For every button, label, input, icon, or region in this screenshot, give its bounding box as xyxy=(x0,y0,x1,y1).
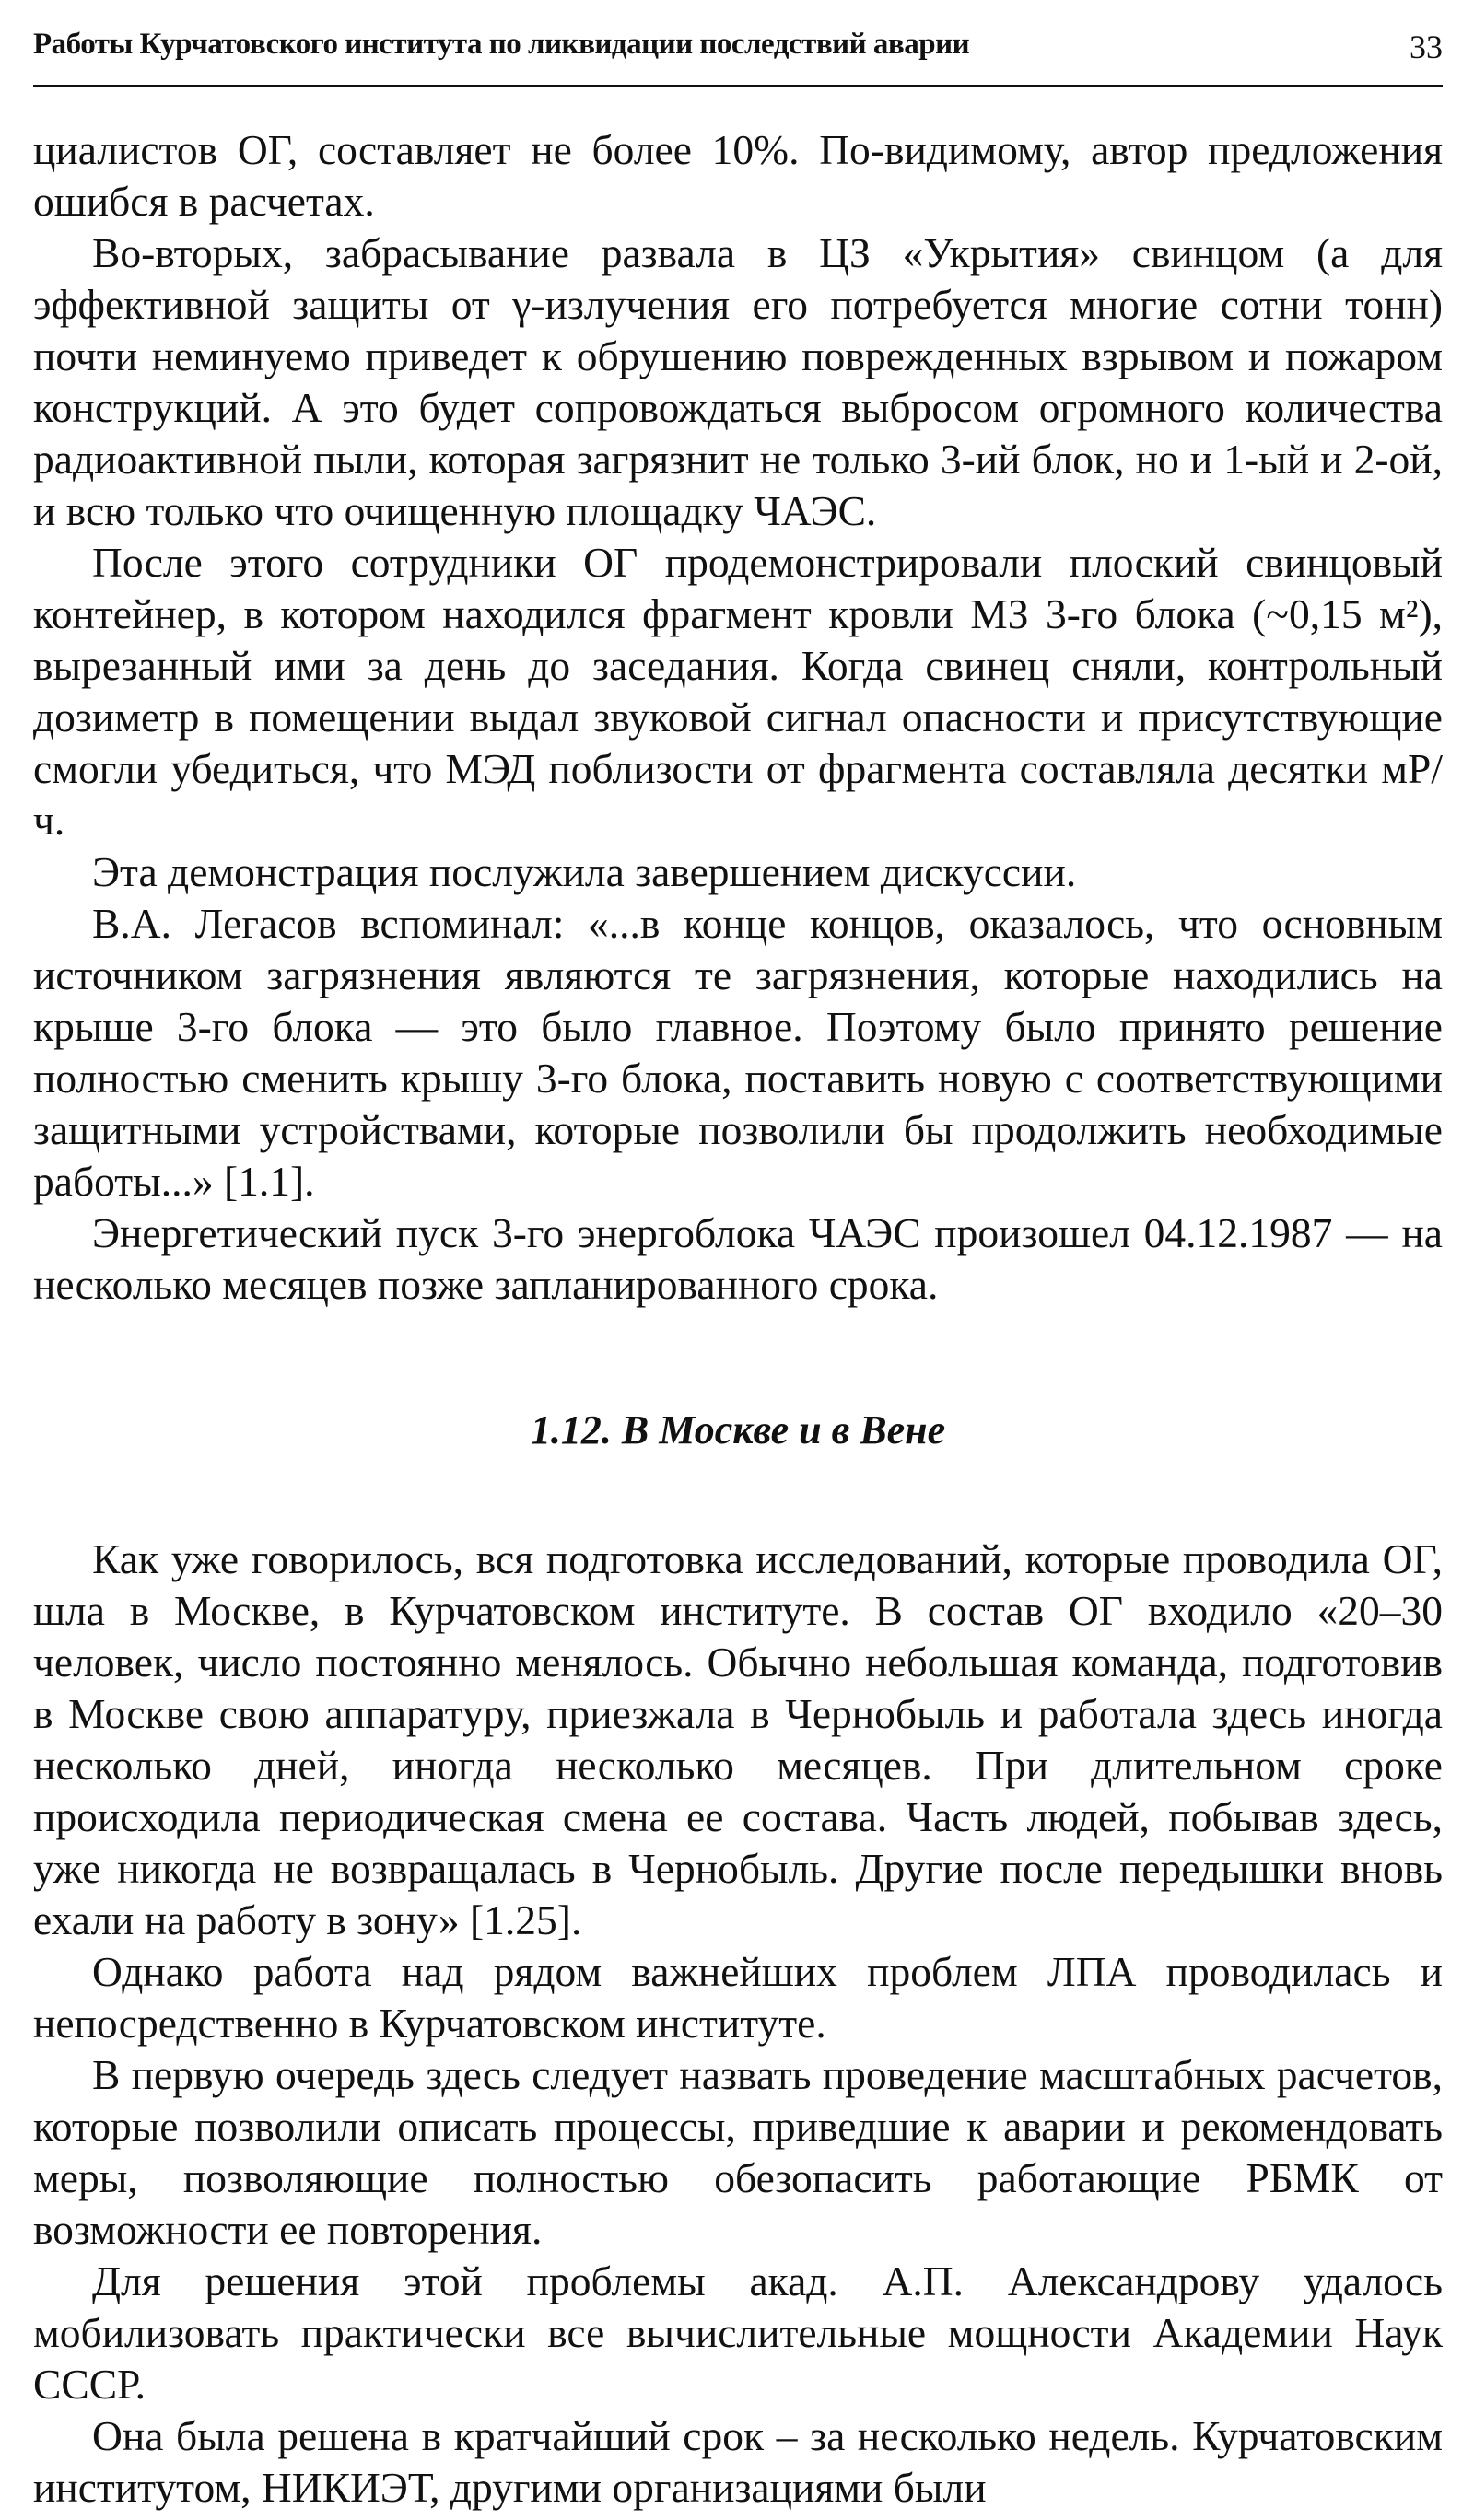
spacer xyxy=(33,1456,1443,1534)
spacer xyxy=(33,88,1443,124)
paragraph: В первую очередь здесь следует назвать проведение масштабных расчетов, которые позволили описать процессы, приведшие к аварии и рекомендовать меры, позволяющие полностью обезопасить работающие РБМК от возможности ее повторения. xyxy=(33,2051,1443,2253)
running-header xyxy=(33,0,1443,88)
paragraph: Энергетический пуск 3-го энергоблока ЧАЭС произошел 04.12.1987 — на несколько месяцев позже запланированного срока. xyxy=(33,1209,1443,1308)
section-heading: 1.12. В Москве и в Вене xyxy=(530,1407,946,1452)
paragraph-continuation: циалистов ОГ, составляет не более 10%. По-видимому, автор предложения ошибся в расчетах. xyxy=(33,126,1443,225)
paragraph: Как уже говорилось, вся подготовка исследований, которые проводила ОГ, шла в Москве, в Курчатовском институте. В состав ОГ входило «20–30 человек, число постоянно менялось. Обычно небольшая команда, подготовив в Москве свою аппаратуру, приезжала в Чернобыль и работала здесь иногда несколько дней, иногда несколько месяцев. При длительном сроке происходила периодическая смена ее состава. Часть людей, побывав здесь, уже никогда не возвращалась в Чернобыль. Другие после передышки вновь ехали на работу в зону» [1.25]. xyxy=(33,1535,1443,1943)
book-page xyxy=(33,0,1443,2514)
spacer xyxy=(33,1311,1443,1405)
paragraph: Для решения этой проблемы акад. А.П. Александрову удалось мобилизовать практически все вычислительные мощности Академии Наук СССР. xyxy=(33,2258,1443,2408)
paragraph: После этого сотрудники ОГ продемонстрировали плоский свинцовый контейнер, в котором находился фрагмент кровли МЗ 3-го блока (~0,15 м²), вырезанный ими за день до заседания. Когда свинец сняли, контрольный дозиметр в помещении выдал звуковой сигнал опасности и присутствующие смогли убедиться, что МЭД поблизости от фрагмента составляла десятки мР/ч. xyxy=(33,539,1443,844)
page-number: 33 xyxy=(1410,29,1443,65)
paragraph: Эта демонстрация послужила завершением дискуссии. xyxy=(92,848,1077,895)
paragraph: В.А. Легасов вспоминал: «...в конце концов, оказалось, что основным источником загрязнения являются те загрязнения, которые находились на крыше 3-го блока — это было главное. Поэтому было принято решение полностью сменить крышу 3-го блока, поставить новую с соответствующими защитными устройствами, которые позволили бы продолжить необходимые работы...» [1.1]. xyxy=(33,900,1443,1205)
paragraph: Однако работа над рядом важнейших проблем ЛПА проводилась и непосредственно в Курчатовском институте. xyxy=(33,1948,1443,2047)
paragraph: Она была решена в кратчайший срок – за несколько недель. Курчатовским институтом, НИКИЭТ, другими организациями были xyxy=(33,2412,1443,2511)
paragraph: Во-вторых, забрасывание развала в ЦЗ «Укрытия» свинцом (а для эффективной защиты от γ-излучения его потребуется многие сотни тонн) почти неминуемо приведет к обрушению поврежденных взрывом и пожаром конструкций. А это будет сопровождаться выбросом огромного количества радиоактивной пыли, которая загрязнит не только 3-ий блок, но и 1-ый и 2-ой, и всю только что очищенную площадку ЧАЭС. xyxy=(33,229,1443,534)
running-title: Работы Курчатовского института по ликвидации последствий аварии xyxy=(33,28,970,61)
